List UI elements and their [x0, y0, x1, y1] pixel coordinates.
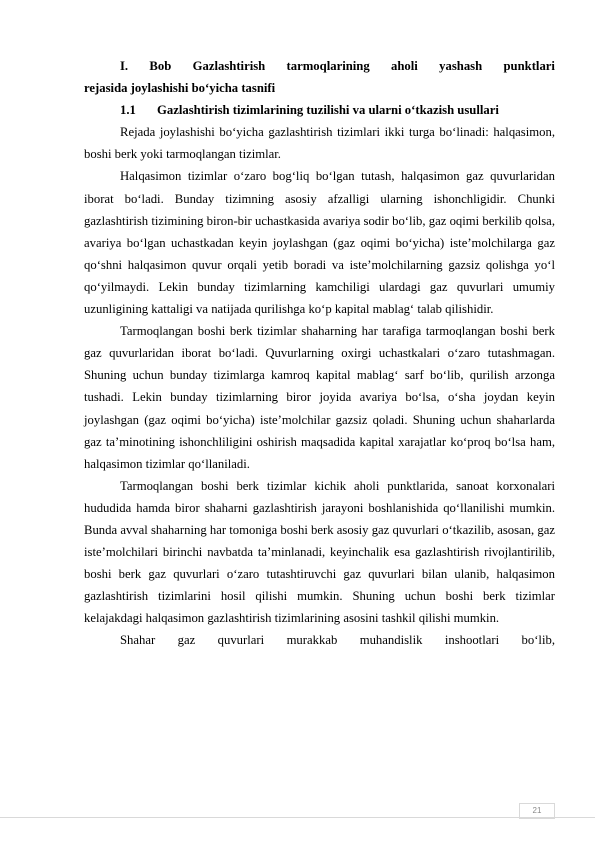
- paragraph: Halqasimon tizimlar o‘zaro bog‘liq bo‘lgan tutash, halqasimon gaz quvurlaridan iborat bo‘ladi. Bunday tizimning asosiy afzalligi ularning ishonchligidir. Chunki gazlashtirish tizimining biron-bir uchastkasida avariya sodir bo‘lib, gaz oqimi berkilib qolsa, avariya bo‘lgan uchastkadan keyin joylashgan (gaz oqimi bo‘yicha) iste’molchilarga gaz qo‘shni halqasimon quvur orqali yetib boradi va iste’molchilarning gazsiz qolishga yo‘l qo‘yilmaydi. Lekin bunday tizimlarning kamchiligi ulardagi gaz quvurlari umumiy uzunligining kattaligi va natijada qurilishga ko‘p kapital mablag‘ talab qilishidir.: [84, 169, 555, 317]
- paragraph: Tarmoqlangan boshi berk tizimlar kichik aholi punktlarida, sanoat korxonalari hududida hamda biror shaharni gazlashtirish jarayoni boshlanishida qo‘llanilishi mumkin. Bunda avval shaharning har tomoniga boshi berk asosiy gaz quvurlari o‘tkazilib, asosan, gaz iste’molchilari birinchi navbatda ta’minlanadi, keyinchalik esa gazlashtirish rivojlantirilib, boshi berk gaz quvurlari o‘zaro tutashtiruvchi gaz quvurlari bilan ulanib, halqasimon gazlashtirish tizimlarini hosil qilishi mumkin. Shuning uchun boshi berk tizimlar kelajakdagi halqasimon gazlashtirish tizimlarining asosini tashkil qilishi mumkin.: [84, 478, 555, 626]
- section-title: Gazlashtirish tizimlarining tuzilishi va ularni o‘tkazish usullari: [157, 103, 499, 118]
- page-number: 21: [519, 803, 555, 819]
- section-heading: [84, 99, 555, 121]
- chapter-heading-word: Gazlashtirish: [192, 59, 266, 73]
- paragraph: Tarmoqlangan boshi berk tizimlar shaharning har tarafiga tarmoqlangan boshi berk gaz quvurlaridan iborat bo‘ladi. Quvurlarning oxirgi uchastkalari o‘zaro tutashmagan. Shuning uchun bunday tizimlarga kamroq kapital mablag‘ sarf bo‘lib, qurilish arzonga tushadi. Lekin bunday tizimlarning biror joyida avariya bo‘lsa, o‘sha joydan keyin joylashgan (gaz oqimi bo‘yicha) iste’molchilar gazsiz qoladi. Shuning uchun shaharlarda gaz ta’minotining ishonchliligini oshirish maqsadida kapital xarajatlar ko‘proq bo‘lsa ham, halqasimon tizimlar qo‘llaniladi.: [84, 324, 555, 471]
- paragraph: Rejada joylashishi bo‘yicha gazlashtirish tizimlari ikki turga bo‘linadi: halqasimon, boshi berk yoki tarmoqlangan tizimlar.: [84, 125, 555, 162]
- page-content: [84, 55, 555, 652]
- footer-divider: [0, 817, 595, 818]
- chapter-heading-word: tarmoqlarining: [286, 59, 370, 73]
- chapter-heading-line1: [84, 55, 555, 77]
- chapter-heading-word: Bob: [149, 59, 172, 73]
- chapter-number: I.: [120, 59, 129, 73]
- chapter-heading-word: aholi: [391, 59, 418, 73]
- chapter-heading-word: punktlari: [503, 59, 555, 73]
- chapter-heading-line2: rejasida joylashishi bo‘yicha tasnifi: [84, 81, 276, 96]
- chapter-heading: [84, 55, 555, 99]
- chapter-heading-word: yashash: [439, 59, 483, 73]
- section-number: 1.1: [120, 103, 136, 118]
- paragraph: Shahar gaz quvurlari murakkab muhandislik inshootlari bo‘lib,: [120, 633, 555, 648]
